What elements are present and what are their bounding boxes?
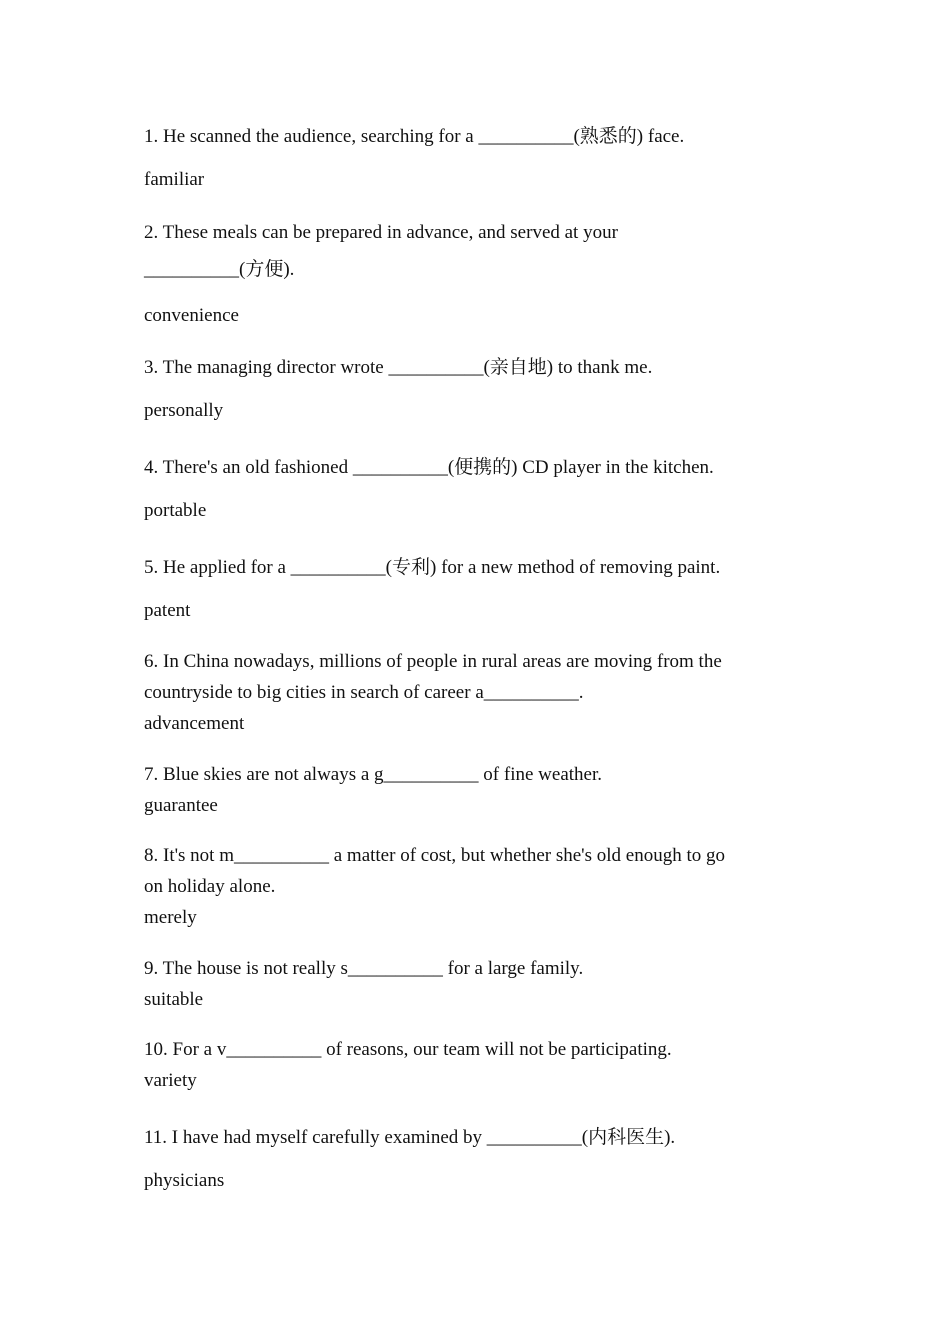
exercise-item-4 [144, 452, 814, 526]
exercise-item-10 [144, 1034, 814, 1096]
question-text: 11. I have had myself carefully examined by __________(内科医生). [144, 1127, 676, 1148]
question-text: 9. The house is not really s__________ for a large family. [144, 958, 584, 979]
question-text: 6. In China nowadays, millions of people in rural areas are moving from the countryside to big cities in search of career a__________. [144, 651, 722, 703]
question-text: 7. Blue skies are not always a g__________ of fine weather. [144, 764, 602, 785]
answer-text: personally [144, 400, 224, 421]
question-text: 2. These meals can be prepared in advance, and served at your __________(方便). [144, 222, 618, 280]
answer-text: variety [144, 1070, 197, 1091]
answer-text: portable [144, 500, 207, 521]
answer-text: merely [144, 907, 197, 928]
exercise-item-8 [144, 840, 814, 933]
answer-text: convenience [144, 305, 239, 326]
answer-text: physicians [144, 1170, 225, 1191]
answer-text: guarantee [144, 795, 218, 816]
question-text: 8. It's not m__________ a matter of cost, but whether she's old enough to go on holiday alone. [144, 845, 725, 897]
question-text: 1. He scanned the audience, searching for a __________(熟悉的) face. [144, 126, 685, 147]
exercise-item-7 [144, 759, 814, 821]
exercise-item-6 [144, 646, 814, 739]
exercise-item-1 [144, 121, 814, 195]
question-text: 3. The managing director wrote __________(亲自地) to thank me. [144, 357, 653, 378]
question-text: 4. There's an old fashioned __________(便携的) CD player in the kitchen. [144, 457, 714, 478]
exercise-item-11 [144, 1122, 814, 1196]
exercise-item-2 [144, 214, 814, 331]
answer-text: familiar [144, 169, 205, 190]
question-text: 5. He applied for a __________(专利) for a new method of removing paint. [144, 557, 721, 578]
answer-text: patent [144, 600, 191, 621]
exercise-item-3 [144, 352, 814, 426]
exercise-item-9 [144, 953, 814, 1015]
exercise-item-5 [144, 552, 814, 626]
answer-text: advancement [144, 713, 245, 734]
answer-text: suitable [144, 989, 204, 1010]
question-text: 10. For a v__________ of reasons, our team will not be participating. [144, 1039, 672, 1060]
